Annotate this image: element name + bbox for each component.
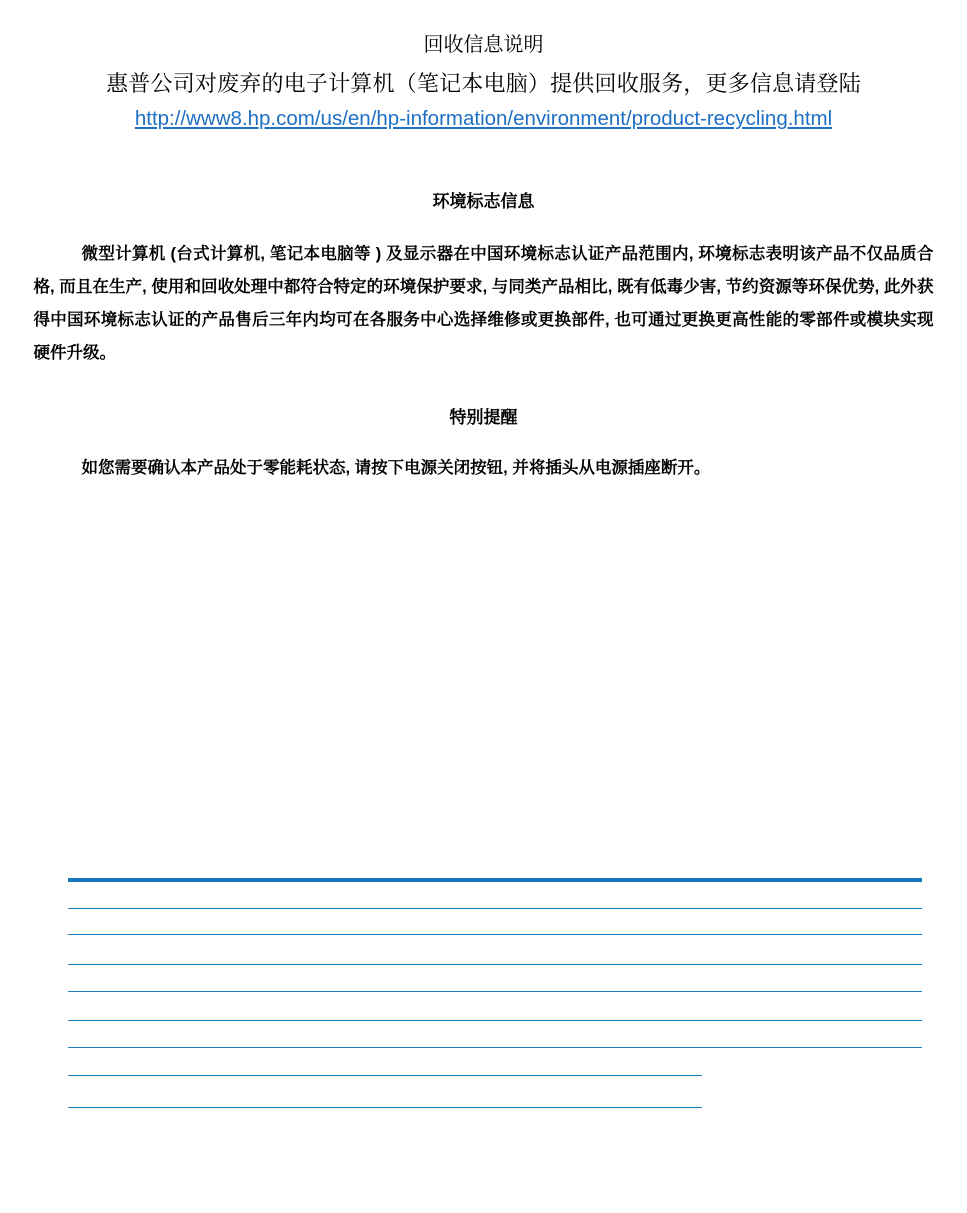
decorative-rule [68, 878, 922, 882]
decorative-rule [68, 908, 922, 909]
decorative-rule [68, 1075, 702, 1076]
document-header [0, 0, 967, 134]
decorative-rule [68, 991, 922, 992]
decorative-rule [68, 934, 922, 935]
decorative-rule [68, 1020, 922, 1021]
recycling-statement: 惠普公司对废弃的电子计算机（笔记本电脑）提供回收服务，更多信息请登陆 [106, 71, 861, 96]
page-title: 回收信息说明 [423, 34, 544, 56]
section-heading-environment: 环境标志信息 [432, 192, 535, 211]
recycling-url-link[interactable]: http://www8.hp.com/us/en/hp-information/environment/product-recycling.html [134, 107, 833, 130]
decorative-rule [68, 1107, 702, 1108]
decorative-rule [68, 964, 922, 965]
section-body-special-notice: 如您需要确认本产品处于零能耗状态, 请按下电源关闭按钮, 并将插头从电源插座断开。 [81, 459, 711, 477]
decorative-rule [68, 1047, 922, 1048]
section-heading-special-notice: 特别提醒 [449, 408, 518, 427]
section-body-environment: 微型计算机 (台式计算机, 笔记本电脑等 ) 及显示器在中国环境标志认证产品范围内, 环境标志表明该产品不仅品质合格, 而且在生产, 使用和回收处理中都符合特定的环境保护要求, 与同类产品相比, 既有低毒少害, 节约资源等环保优势, 此外获得中国环境标志认证的产品售后三年内均可在各服务中心选择维修或更换部件, 也可通过更换更高性能的零部件或模块实现硬件升级。 [33, 245, 934, 362]
decorative-rule-stack [68, 878, 922, 1108]
